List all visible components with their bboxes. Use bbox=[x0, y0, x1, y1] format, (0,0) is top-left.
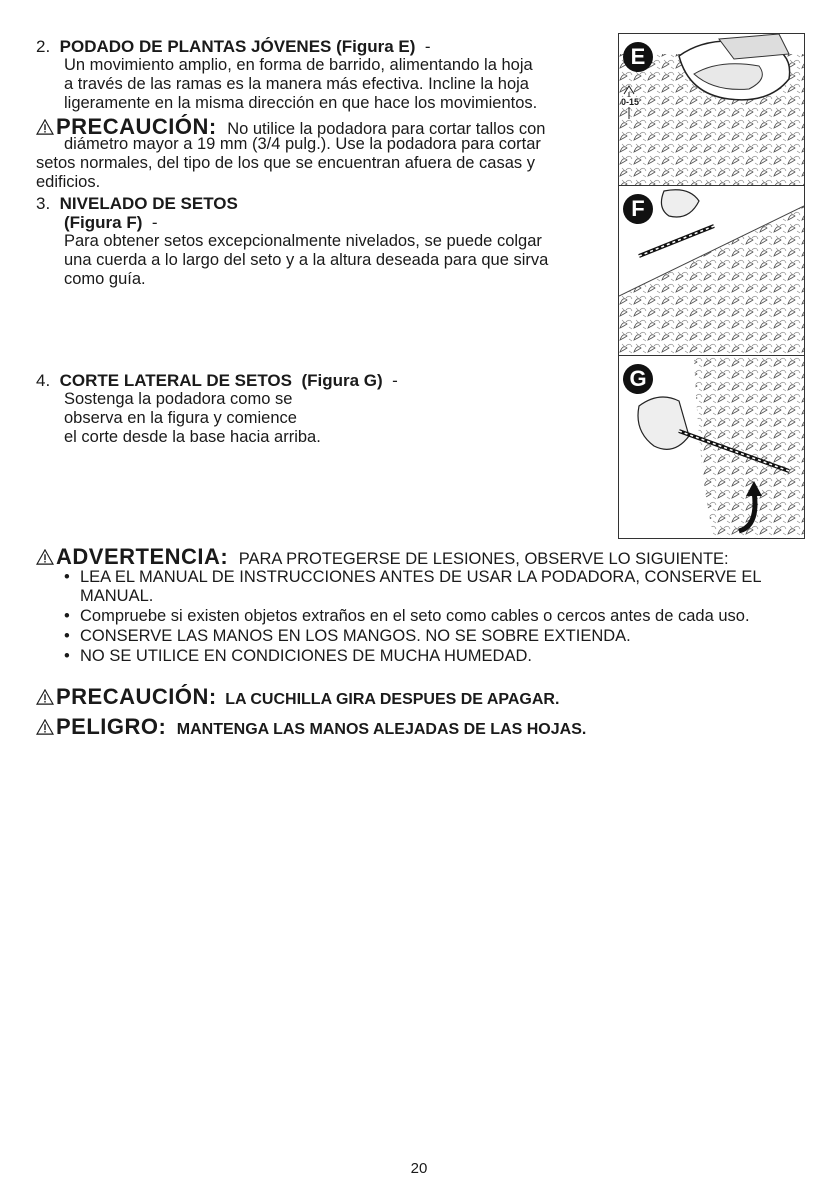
warning-icon bbox=[36, 719, 54, 735]
section-4-line: observa en la figura y comience bbox=[64, 409, 297, 427]
list-item: • Compruebe si existen objetos extraños en el seto como cables o cercos antes de cada uso. bbox=[52, 607, 792, 626]
precaucion-2-text: LA CUCHILLA GIRA DESPUES DE APAGAR. bbox=[225, 691, 560, 708]
section-4-line: el corte desde la base hacia arriba. bbox=[64, 428, 321, 446]
advertencia-list bbox=[52, 568, 792, 667]
section-2-line: ligeramente en la misma dirección en que hace los movimientos. bbox=[64, 94, 538, 112]
precaucion-1-line4: edificios. bbox=[36, 173, 101, 191]
list-item: • CONSERVE LAS MANOS EN LOS MANGOS. NO SE SOBRE EXTIENDA. bbox=[52, 627, 792, 646]
section-4-number: 4. bbox=[36, 371, 51, 390]
section-2-line: a través de las ramas es la manera más efectiva. Incline la hoja bbox=[64, 75, 529, 93]
section-2-line: Un movimiento amplio, en forma de barrido, alimentando la hoja bbox=[64, 56, 533, 74]
precaucion-1-title: PRECAUCIÓN: bbox=[56, 114, 217, 139]
figure-f-badge: F bbox=[623, 194, 653, 224]
precaucion-1-line1: No utilice la podadora para cortar tallos con bbox=[227, 120, 546, 138]
figure-g bbox=[618, 355, 805, 539]
warning-icon bbox=[36, 689, 54, 705]
section-4-body bbox=[64, 390, 384, 447]
section-3-line: una cuerda a lo largo del seto y a la altura deseada para que sirva bbox=[64, 251, 549, 269]
section-3-line: Para obtener setos excepcionalmente nivelados, se puede colgar bbox=[64, 232, 542, 250]
advertencia-intro: PARA PROTEGERSE DE LESIONES, OBSERVE LO SIGUIENTE: bbox=[238, 550, 729, 568]
peligro-text: MANTENGA LAS MANOS ALEJADAS DE LAS HOJAS. bbox=[176, 721, 587, 738]
figure-e-label: 0-15 bbox=[621, 97, 640, 107]
section-2-dash: - bbox=[424, 37, 431, 56]
section-4-dash: - bbox=[392, 371, 398, 390]
section-2-title: PODADO DE PLANTAS JÓVENES (Figura E) bbox=[59, 37, 416, 56]
precaucion-2-title: PRECAUCIÓN: bbox=[56, 684, 217, 709]
section-4-line: Sostenga la podadora como se bbox=[64, 390, 293, 408]
advertencia-title: ADVERTENCIA: bbox=[56, 544, 229, 569]
section-2-heading bbox=[36, 37, 431, 57]
precaucion-1-line2: diámetro mayor a 19 mm (3/4 pulg.). Use la podadora para cortar bbox=[64, 135, 541, 153]
peligro-title: PELIGRO: bbox=[56, 714, 167, 739]
precaucion-1-line3: setos normales, del tipo de los que se encuentran afuera de casas y bbox=[36, 154, 535, 172]
figure-e bbox=[618, 33, 805, 187]
figure-g-badge: G bbox=[623, 364, 653, 394]
section-3-title: NIVELADO DE SETOS bbox=[59, 194, 238, 213]
section-2-body bbox=[64, 56, 609, 113]
section-3-heading bbox=[36, 194, 238, 214]
advertencia bbox=[36, 544, 729, 570]
warning-icon bbox=[36, 119, 54, 135]
section-3-body bbox=[64, 232, 609, 289]
list-item: • LEA EL MANUAL DE INSTRUCCIONES ANTES DE USAR LA PODADORA, CONSERVE EL MANUAL. bbox=[52, 568, 792, 606]
section-3-subtitle: (Figura F) bbox=[64, 213, 143, 232]
section-3-dash: - bbox=[151, 213, 158, 232]
figure-f bbox=[618, 185, 805, 357]
section-2-number: 2. bbox=[36, 37, 51, 56]
section-4-title-fig: (Figura G) bbox=[301, 371, 383, 390]
section-4-title: CORTE LATERAL DE SETOS bbox=[59, 371, 292, 390]
section-3-number: 3. bbox=[36, 194, 51, 213]
page-number: 20 bbox=[410, 1160, 428, 1177]
figure-e-badge: E bbox=[623, 42, 653, 72]
peligro bbox=[36, 714, 586, 740]
section-3-subheading bbox=[64, 213, 158, 233]
warning-icon bbox=[36, 549, 54, 565]
precaucion-2 bbox=[36, 684, 559, 710]
list-item: • NO SE UTILICE EN CONDICIONES DE MUCHA HUMEDAD. bbox=[52, 647, 792, 666]
section-4-heading bbox=[36, 371, 398, 391]
section-3-line: como guía. bbox=[64, 270, 146, 288]
